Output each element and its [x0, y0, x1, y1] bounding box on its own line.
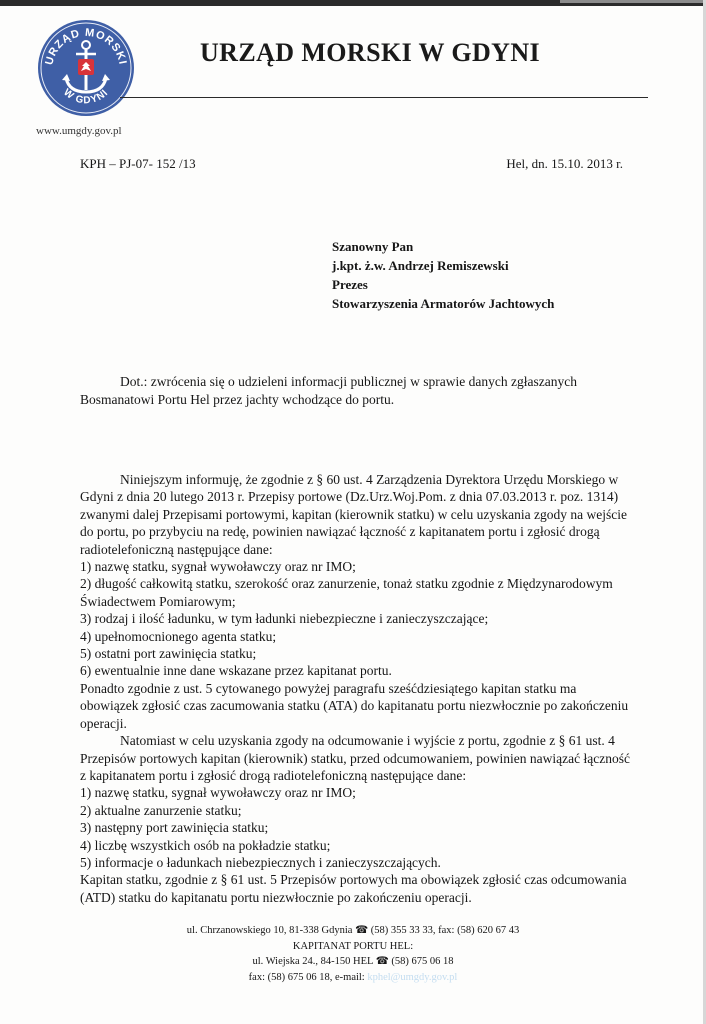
list-item: 2) długość całkowitą statku, szerokość oraz zanurzenie, tonaż statku zgodnie z Międzynarodowym Świadectwem Pomiarowym; [80, 576, 613, 609]
body-paragraph-ata: Ponadto zgodnie z ust. 5 cytowanego powyżej paragrafu sześćdziesiątego kapitan statku ma obowiązek zgłosić czas zacumowania statku (ATA) do kapitanatu portu niezwłocznie po zakończeniu operacji. [80, 680, 629, 731]
footer-main-address: ul. Chrzanowskiego 10, 81-338 Gdynia ☎ (58) 355 33 33, fax: (58) 620 67 43 [186, 925, 520, 936]
footer-contact [0, 970, 706, 986]
body-paragraph-atd: Kapitan statku, zgodnie z § 61 ust. 5 Przepisów portowych ma obowiązek zgłosić czas odcumowania (ATD) statku do kapitanatu portu niezwłocznie po zakończeniu operacji. [80, 872, 627, 905]
body-paragraph-intro: Niniejszym informuję, że zgodnie z § 60 ust. 4 Zarządzenia Dyrektora Urzędu Morskiego w Gdyni z dnia 20 lutego 2013 r. Przepisy portowe (Dz.Urz.Woj.Pom. z dnia 07.03.2013 r. poz. 1314) zwanymi dalej Przepisami portowymi, kapitan (kierownik statku) w celu uzyskania zgody na wejście do portu, po przybyciu na redę, powinien nawiązać łączność z kapitanatem portu i zgłosić drogą radiotelefoniczną następujące dane: [80, 472, 627, 557]
list-item: 2) aktualne zanurzenie statku; [80, 802, 242, 818]
subject-line: Dot.: zwrócenia się o udzieleni informacji publicznej w sprawie danych zgłaszanych Bosmanatowi Portu Hel przez jachty wchodzące do portu. [80, 374, 577, 407]
addressee-block [332, 237, 554, 313]
maritime-office-logo [36, 18, 136, 118]
letter-body [80, 471, 632, 906]
scan-top-edge-light [560, 0, 706, 3]
website-url[interactable]: www.umgdy.gov.pl [36, 125, 122, 137]
list-item: 3) następny port zawinięcia statku; [80, 820, 269, 836]
addressee-line: Szanowny Pan [332, 239, 414, 254]
list-item: 5) informacje o ładunkach niebezpiecznych i zanieczyszczających. [80, 854, 441, 870]
header-divider [120, 97, 648, 98]
footer-harbour-title: KAPITANAT PORTU HEL: [292, 940, 414, 952]
list-item: 5) ostatni port zawinięcia statku; [80, 646, 257, 662]
letter-date: Hel, dn. 15.10. 2013 r. [506, 156, 623, 171]
list-item: 1) nazwę statku, sygnał wywoławczy oraz nr IMO; [80, 785, 356, 801]
list-item: 4) liczbę wszystkich osób na pokładzie statku; [80, 837, 331, 853]
body-paragraph-departure: Natomiast w celu uzyskania zgody na odcumowanie i wyjście z portu, zgodnie z § 61 ust. 4 Przepisów portowych kapitan (kierownik) statku, przed odcumowaniem, powinien nawiązać łączność z kapitanatem portu i zgłosić drogą radiotelefoniczną następujące dane: [80, 733, 630, 783]
list-item: 3) rodzaj i ilość ładunku, w tym ładunki niebezpieczne i zanieczyszczające; [80, 611, 489, 627]
footer-fax: fax: (58) 675 06 18, e-mail: [248, 971, 365, 983]
page-title: URZĄD MORSKI W GDYNI [200, 38, 541, 67]
reference-number: KPH – PJ-07- 152 /13 [80, 156, 196, 171]
addressee-line: j.kpt. ż.w. Andrzej Remiszewski [332, 258, 509, 273]
list-item: 6) ewentualnie inne dane wskazane przez kapitanat portu. [80, 663, 392, 679]
addressee-line: Prezes [332, 277, 368, 292]
letter-footer [0, 923, 706, 985]
logo-top-text: URZĄD MORSKI [43, 26, 129, 67]
eagle-emblem-icon [78, 59, 94, 75]
addressee-line: Stowarzyszenia Armatorów Jachtowych [332, 296, 555, 311]
list-item: 4) upełnomocnionego agenta statku; [80, 628, 277, 644]
list-item: 1) nazwę statku, sygnał wywoławczy oraz nr IMO; [80, 559, 356, 575]
footer-email[interactable]: kphel@umgdy.gov.pl [367, 971, 458, 983]
logo-bottom-text: W GDYNI [61, 87, 111, 107]
footer-harbour-address: ul. Wiejska 24., 84-150 HEL ☎ (58) 675 06 18 [252, 956, 454, 967]
